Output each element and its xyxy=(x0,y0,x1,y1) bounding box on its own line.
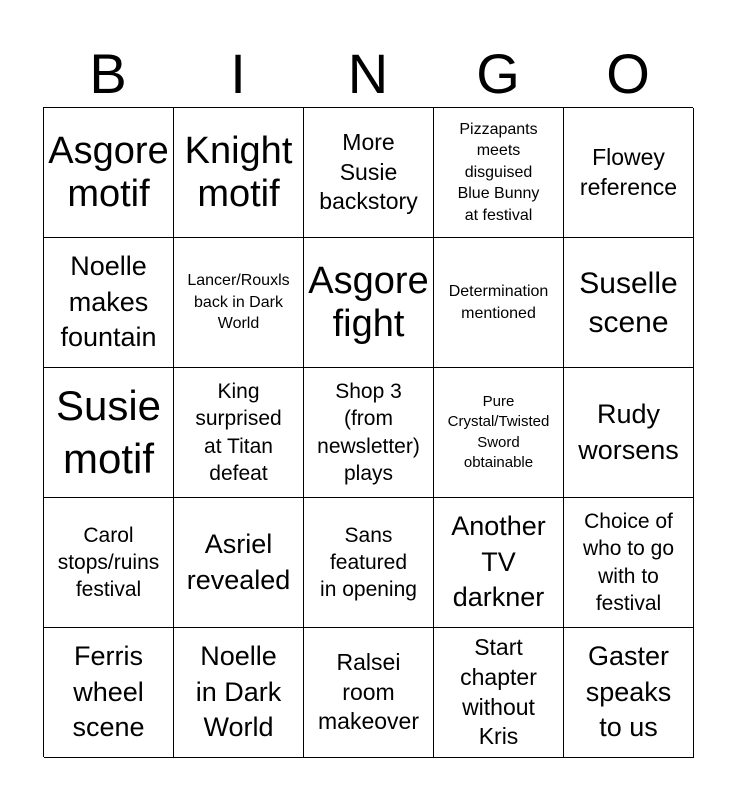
header-letter-n: N xyxy=(347,42,389,105)
bingo-cell[interactable]: Lancer/Rouxls back in Dark World xyxy=(174,238,304,368)
bingo-cell[interactable]: Shop 3 (from newsletter) plays xyxy=(304,368,434,498)
bingo-cell[interactable]: Knight motif xyxy=(174,108,304,238)
bingo-card-grid xyxy=(43,107,693,757)
bingo-cell[interactable]: Pure Crystal/Twisted Sword obtainable xyxy=(434,368,564,498)
bingo-cell[interactable]: Ralsei room makeover xyxy=(304,628,434,758)
bingo-cell[interactable]: Noelle makes fountain xyxy=(44,238,174,368)
bingo-cell[interactable]: Suselle scene xyxy=(564,238,694,368)
bingo-cell[interactable]: Pizzapants meets disguised Blue Bunny at festival xyxy=(434,108,564,238)
bingo-cell[interactable]: King surprised at Titan defeat xyxy=(174,368,304,498)
bingo-cell[interactable]: Susie motif xyxy=(44,368,174,498)
bingo-cell[interactable]: Carol stops/ruins festival xyxy=(44,498,174,628)
header-letter-b: B xyxy=(89,42,127,105)
bingo-cell[interactable]: Rudy worsens xyxy=(564,368,694,498)
bingo-header xyxy=(43,40,693,108)
bingo-cell[interactable]: Gaster speaks to us xyxy=(564,628,694,758)
header-letter-i: I xyxy=(230,42,246,105)
bingo-cell[interactable]: Choice of who to go with to festival xyxy=(564,498,694,628)
bingo-cell[interactable]: Start chapter without Kris xyxy=(434,628,564,758)
bingo-cell[interactable]: Another TV darkner xyxy=(434,498,564,628)
bingo-cell[interactable]: Asgore motif xyxy=(44,108,174,238)
bingo-cell[interactable]: Flowey reference xyxy=(564,108,694,238)
bingo-cell[interactable]: More Susie backstory xyxy=(304,108,434,238)
bingo-cell[interactable]: Sans featured in opening xyxy=(304,498,434,628)
header-letter-g: G xyxy=(476,42,520,105)
bingo-cell[interactable]: Asriel revealed xyxy=(174,498,304,628)
bingo-cell[interactable]: Ferris wheel scene xyxy=(44,628,174,758)
bingo-cell[interactable]: Determination mentioned xyxy=(434,238,564,368)
bingo-cell[interactable]: Asgore fight xyxy=(304,238,434,368)
header-letter-o: O xyxy=(606,42,650,105)
bingo-cell[interactable]: Noelle in Dark World xyxy=(174,628,304,758)
